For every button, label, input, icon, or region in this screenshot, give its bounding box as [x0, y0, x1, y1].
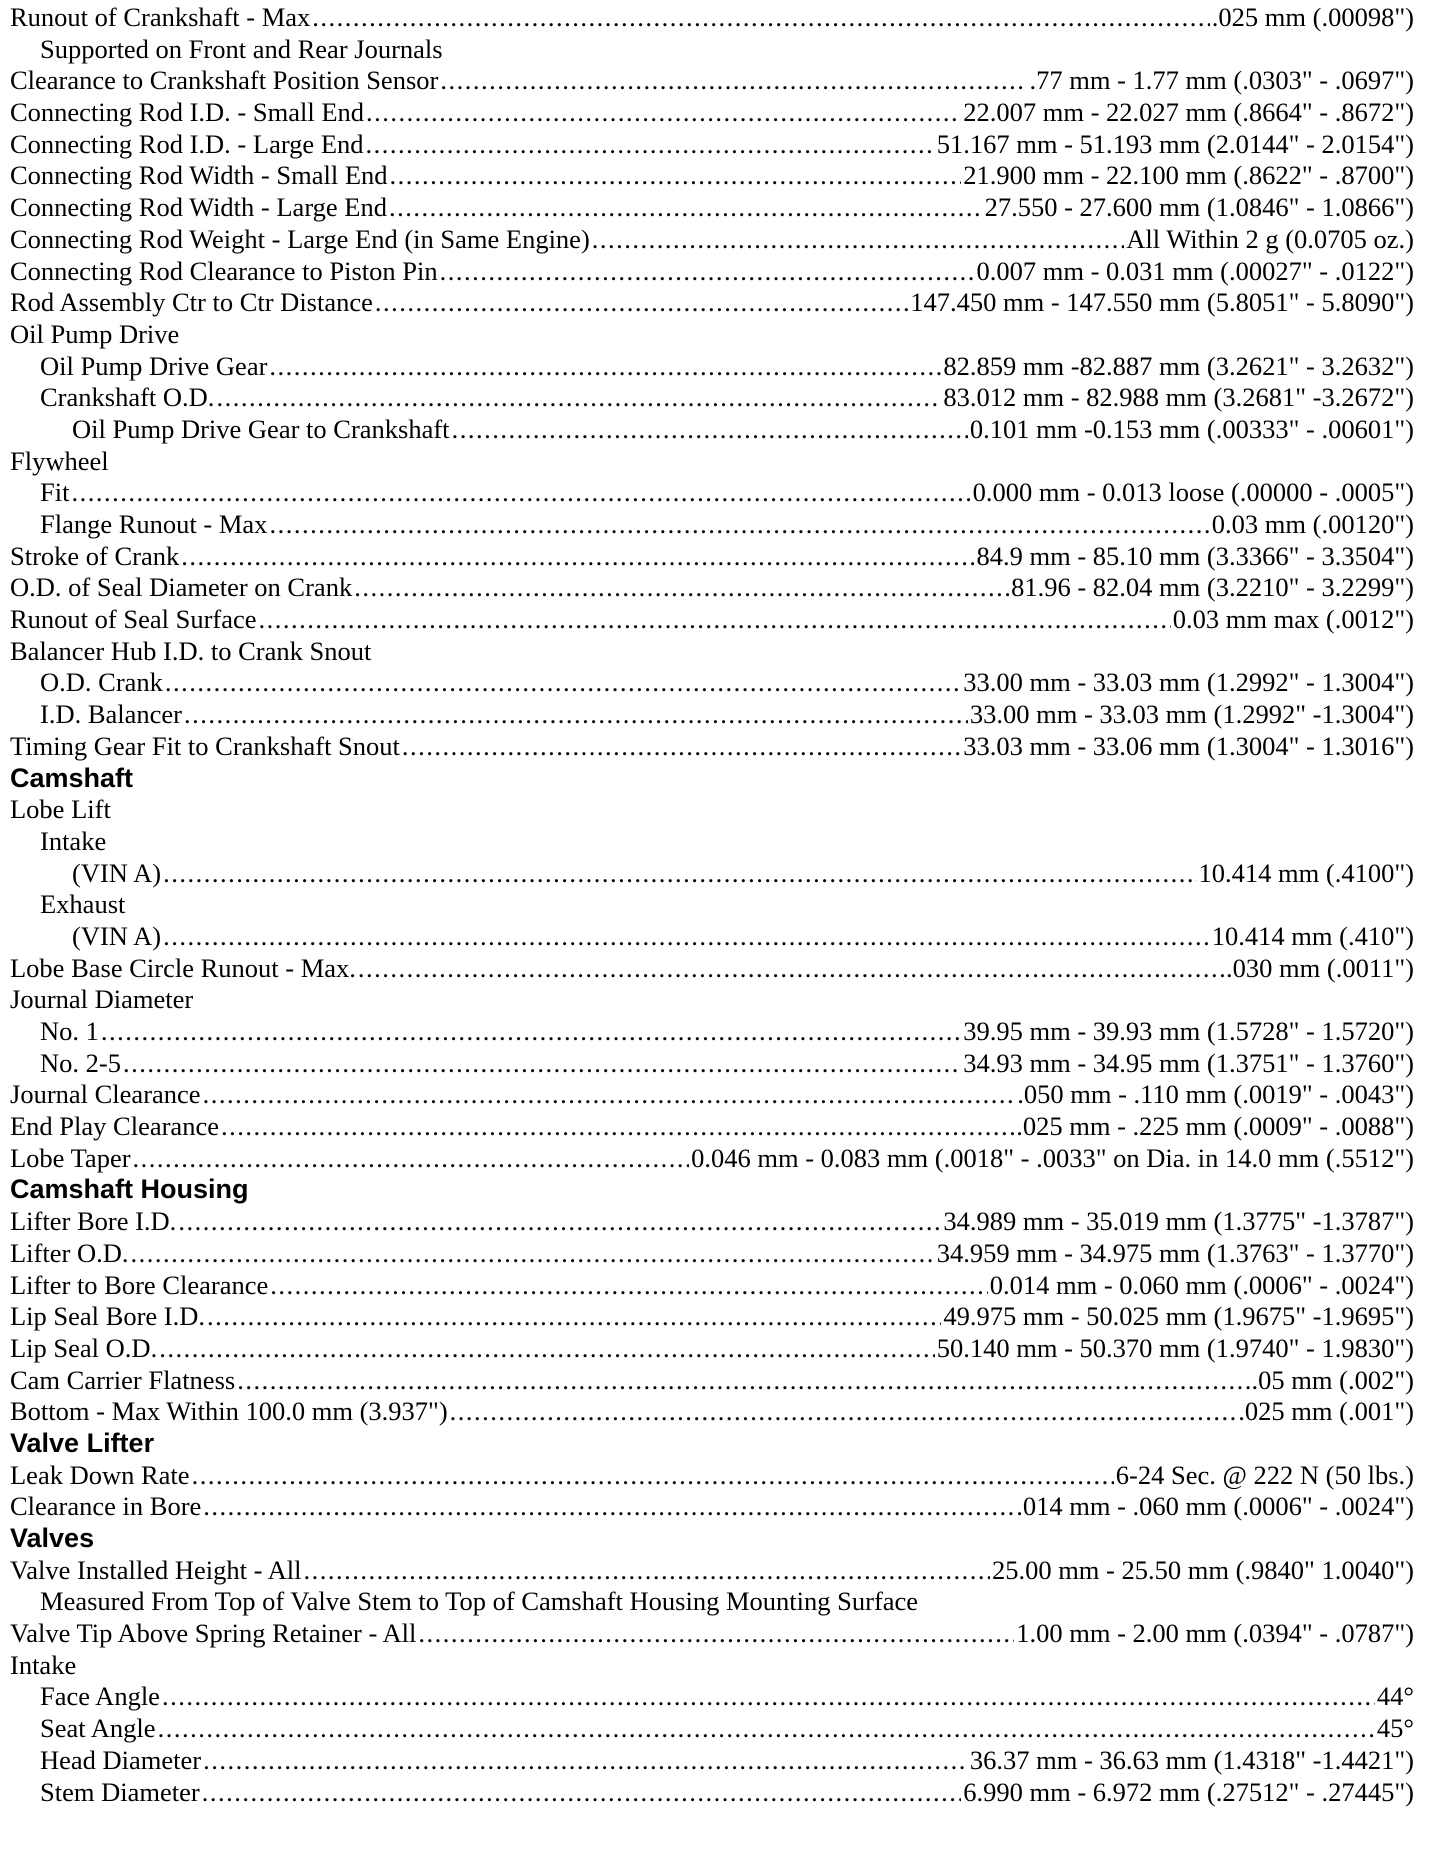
spec-value: 33.00 mm - 33.03 mm (1.2992" -1.3004") — [969, 699, 1414, 730]
spec-row — [10, 65, 1414, 97]
spec-value: 0.101 mm -0.153 mm (.00333" - .00601") — [969, 413, 1414, 444]
dot-leader — [303, 1555, 990, 1587]
dot-leader — [203, 1079, 1016, 1111]
spec-row — [10, 699, 1414, 731]
spec-label: Crankshaft O.D. — [40, 382, 215, 413]
spec-value: 6.990 mm - 6.972 mm (.27512" - .27445") — [963, 1776, 1414, 1807]
dot-leader — [165, 667, 961, 699]
spec-value: .05 mm (.002") — [1251, 1364, 1414, 1395]
spec-label: Fit — [40, 477, 70, 508]
spec-value: 50.140 mm - 50.370 mm (1.9740" - 1.9830") — [936, 1332, 1414, 1363]
spec-label: Clearance to Crankshaft Position Sensor — [10, 65, 439, 96]
spec-label: End Play Clearance — [10, 1111, 219, 1142]
spec-row — [10, 667, 1414, 699]
dot-leader — [178, 1206, 941, 1238]
dot-leader — [133, 1143, 690, 1175]
spec-label: Bottom - Max Within 100.0 mm (3.937") — [10, 1396, 448, 1427]
spec-row — [10, 572, 1414, 604]
spec-group-heading: Balancer Hub I.D. to Crank Snout — [10, 635, 372, 666]
spec-label: Connecting Rod Clearance to Piston Pin — [10, 255, 438, 286]
spec-row — [10, 541, 1414, 573]
spec-group-heading: Oil Pump Drive — [10, 318, 180, 349]
dot-leader — [203, 1745, 968, 1777]
spec-row — [10, 1143, 1414, 1175]
spec-label: Runout of Crankshaft - Max — [10, 2, 311, 32]
spec-label: (VIN A) — [72, 920, 162, 951]
spec-value: 45° — [1376, 1713, 1414, 1744]
dot-leader — [312, 2, 1210, 34]
dot-leader — [354, 572, 1009, 604]
dot-leader — [390, 160, 962, 192]
spec-row — [10, 1206, 1414, 1238]
spec-value: 83.012 mm - 82.988 mm (3.2681" -3.2672") — [943, 382, 1414, 413]
spec-row — [10, 1365, 1414, 1397]
spec-value: 10.414 mm (.410") — [1211, 920, 1414, 951]
spec-label: Connecting Rod Weight - Large End (in Same Engine) — [10, 223, 590, 254]
spec-group-heading: Flywheel — [10, 445, 109, 476]
spec-label: Lobe Base Circle Runout - Max. — [10, 952, 356, 983]
spec-value: 25.00 mm - 25.50 mm (.9840" 1.0040") — [991, 1554, 1414, 1585]
spec-label: Lip Seal O.D. — [10, 1332, 158, 1363]
dot-leader — [366, 129, 935, 161]
spec-label: Stroke of Crank — [10, 540, 180, 571]
dot-leader — [181, 541, 974, 573]
dot-leader — [592, 224, 1125, 256]
spec-label: Connecting Rod I.D. - Small End — [10, 97, 365, 128]
dot-leader — [440, 65, 1027, 97]
spec-value: 6-24 Sec. @ 222 N (50 lbs.) — [1115, 1459, 1414, 1490]
spec-label: Oil Pump Drive Gear to Crankshaft — [72, 413, 450, 444]
spec-note: Supported on Front and Rear Journals — [40, 33, 443, 64]
dot-leader — [358, 953, 1224, 985]
spec-label: Timing Gear Fit to Crankshaft Snout — [10, 730, 400, 761]
spec-row — [10, 256, 1414, 288]
dot-leader — [450, 1396, 1237, 1428]
spec-value: 0.014 mm - 0.060 mm (.0006" - .0024") — [989, 1269, 1414, 1300]
spec-group-heading: Journal Diameter — [10, 984, 194, 1015]
spec-value: 147.450 mm - 147.550 mm (5.8051" - 5.8090") — [910, 287, 1414, 318]
spec-label: Seat Angle — [40, 1713, 156, 1744]
spec-value: 0.03 mm max (.0012") — [1172, 604, 1414, 635]
spec-value: 33.00 mm - 33.03 mm (1.2992" - 1.3004") — [963, 667, 1414, 698]
spec-label: (VIN A) — [72, 857, 162, 888]
spec-value: .025 mm (.00098") — [1211, 2, 1414, 32]
spec-label: Lifter Bore I.D. — [10, 1206, 177, 1237]
spec-row — [10, 1396, 1414, 1428]
dot-leader — [221, 1111, 1014, 1143]
dot-leader — [418, 1618, 1014, 1650]
spec-value: 34.959 mm - 34.975 mm (1.3763" - 1.3770") — [936, 1237, 1414, 1268]
spec-row — [10, 192, 1414, 224]
spec-row — [10, 129, 1414, 161]
spec-group-heading: Intake — [10, 1649, 77, 1680]
spec-value: .025 mm (.001") — [1238, 1396, 1414, 1427]
spec-value: 36.37 mm - 36.63 mm (1.4318" -1.4421") — [969, 1744, 1414, 1775]
spec-label: Leak Down Rate — [10, 1459, 190, 1490]
dot-leader — [237, 1365, 1249, 1397]
spec-value: 0.046 mm - 0.083 mm (.0018" - .0033" on Dia. in 14.0 mm (.5512") — [691, 1142, 1414, 1173]
spec-label: Cam Carrier Flatness — [10, 1364, 236, 1395]
spec-value: 49.975 mm - 50.025 mm (1.9675" -1.9695") — [943, 1301, 1414, 1332]
spec-label: Valve Tip Above Spring Retainer - All — [10, 1618, 417, 1649]
spec-value: 34.989 mm - 35.019 mm (1.3775" -1.3787") — [943, 1206, 1414, 1237]
spec-row — [10, 509, 1414, 541]
spec-label: No. 1 — [40, 1016, 99, 1046]
dot-leader — [162, 1681, 1375, 1713]
spec-row — [10, 1301, 1414, 1333]
spec-label: Valve Installed Height - All — [10, 1554, 302, 1585]
spec-row — [10, 1777, 1414, 1809]
spec-label: Oil Pump Drive Gear — [40, 350, 268, 381]
spec-row — [10, 224, 1414, 256]
spec-value: 39.95 mm - 39.93 mm (1.5728" - 1.5720") — [963, 1016, 1414, 1046]
spec-label: Clearance in Bore — [10, 1491, 202, 1522]
spec-row — [10, 1079, 1414, 1111]
spec-row — [10, 160, 1414, 192]
dot-leader — [389, 192, 983, 224]
dot-leader — [123, 1048, 961, 1080]
spec-row — [10, 414, 1414, 446]
dot-leader — [452, 414, 968, 446]
spec-note: Measured From Top of Valve Stem to Top of Camshaft Housing Mounting Surface — [40, 1586, 919, 1617]
spec-label: Journal Clearance — [10, 1079, 201, 1110]
spec-label: Lip Seal Bore I.D. — [10, 1301, 206, 1332]
dot-leader — [269, 351, 941, 383]
spec-row — [10, 604, 1414, 636]
spec-value: 0.007 mm - 0.031 mm (.00027" - .0122") — [976, 255, 1414, 286]
spec-row — [10, 1016, 1414, 1048]
section-heading: Camshaft Housing — [10, 1174, 249, 1205]
spec-label: I.D. Balancer — [40, 699, 182, 730]
spec-value: 0.03 mm (.00120") — [1211, 509, 1414, 539]
spec-value: 10.414 mm (.4100") — [1198, 857, 1414, 888]
dot-leader — [216, 382, 941, 414]
spec-row — [10, 1555, 1414, 1587]
spec-group-heading: Exhaust — [40, 889, 126, 920]
dot-leader — [158, 1713, 1375, 1745]
spec-value: .030 mm (.0011") — [1226, 952, 1414, 983]
spec-value: .050 mm - .110 mm (.0019" - .0043") — [1017, 1079, 1414, 1110]
spec-row — [10, 731, 1414, 763]
dot-leader — [259, 604, 1171, 636]
dot-leader — [440, 256, 975, 288]
spec-value: 81.96 - 82.04 mm (3.2210" - 3.2299") — [1011, 572, 1414, 603]
dot-leader — [159, 1333, 935, 1365]
spec-value: 27.550 - 27.600 mm (1.0846" - 1.0866") — [984, 192, 1414, 223]
spec-label: Lifter to Bore Clearance — [10, 1269, 269, 1300]
dot-leader — [402, 731, 961, 763]
spec-label: Head Diameter — [40, 1744, 202, 1775]
spec-value: .77 mm - 1.77 mm (.0303" - .0697") — [1029, 65, 1414, 96]
spec-row — [10, 97, 1414, 129]
spec-row — [10, 477, 1414, 509]
spec-label: Lifter O.D. — [10, 1237, 129, 1268]
spec-row — [10, 1618, 1414, 1650]
spec-value: 22.007 mm - 22.027 mm (.8664" - .8672") — [963, 97, 1414, 128]
spec-row — [10, 1491, 1414, 1523]
spec-label: Connecting Rod Width - Large End — [10, 192, 387, 223]
spec-value: 0.000 mm - 0.013 loose (.00000 - .0005") — [972, 477, 1414, 508]
spec-value: 33.03 mm - 33.06 mm (1.3004" - 1.3016") — [963, 730, 1414, 761]
spec-row — [10, 351, 1414, 383]
spec-row — [10, 1270, 1414, 1302]
spec-label: Connecting Rod Width - Small End — [10, 160, 388, 191]
dot-leader — [71, 477, 970, 509]
spec-row — [10, 953, 1414, 985]
spec-row — [10, 1745, 1414, 1777]
spec-label: Rod Assembly Ctr to Ctr Distance — [10, 287, 373, 318]
dot-leader — [163, 858, 1196, 890]
spec-row — [10, 921, 1414, 953]
spec-row — [10, 1460, 1414, 1492]
spec-label: Runout of Seal Surface — [10, 604, 257, 635]
spec-value: 51.167 mm - 51.193 mm (2.0144" - 2.0154") — [936, 128, 1414, 159]
spec-label: Face Angle — [40, 1681, 160, 1712]
spec-group-heading: Lobe Lift — [10, 794, 111, 825]
spec-value: 34.93 mm - 34.95 mm (1.3751" - 1.3760") — [963, 1047, 1414, 1078]
spec-value: All Within 2 g (0.0705 oz.) — [1126, 223, 1414, 254]
section-heading: Valves — [10, 1523, 95, 1553]
dot-leader — [375, 287, 908, 319]
spec-row — [10, 858, 1414, 890]
section-heading: Valve Lifter — [10, 1427, 155, 1458]
spec-value: 21.900 mm - 22.100 mm (.8622" - .8700") — [963, 160, 1414, 191]
dot-leader — [207, 1301, 941, 1333]
spec-group-heading: Intake — [40, 825, 107, 856]
spec-value: 1.00 mm - 2.00 mm (.0394" - .0787") — [1016, 1618, 1414, 1649]
spec-row — [10, 2, 1414, 34]
dot-leader — [366, 97, 961, 129]
spec-row — [10, 1681, 1414, 1713]
spec-label: No. 2-5 — [40, 1047, 121, 1078]
spec-label: O.D. Crank — [40, 667, 163, 698]
spec-row — [10, 287, 1414, 319]
spec-row — [10, 1713, 1414, 1745]
dot-leader — [163, 921, 1210, 953]
spec-label: O.D. of Seal Diameter on Crank — [10, 572, 353, 603]
dot-leader — [202, 1777, 962, 1809]
dot-leader — [130, 1238, 934, 1270]
spec-document — [10, 2, 1414, 1808]
spec-value: .014 mm - .060 mm (.0006" - .0024") — [1016, 1491, 1414, 1522]
spec-label: Stem Diameter — [40, 1776, 200, 1807]
dot-leader — [184, 699, 968, 731]
spec-row — [10, 1111, 1414, 1143]
dot-leader — [270, 1270, 987, 1302]
dot-leader — [203, 1491, 1014, 1523]
spec-label: Connecting Rod I.D. - Large End — [10, 128, 364, 159]
spec-label: Lobe Taper — [10, 1142, 131, 1173]
spec-value: .025 mm - .225 mm (.0009" - .0088") — [1016, 1111, 1414, 1142]
spec-row — [10, 1238, 1414, 1270]
dot-leader — [269, 509, 1209, 541]
dot-leader — [192, 1460, 1114, 1492]
spec-value: 82.859 mm -82.887 mm (3.2621" - 3.2632") — [943, 350, 1414, 381]
spec-row — [10, 1048, 1414, 1080]
dot-leader — [101, 1016, 961, 1048]
spec-value: 84.9 mm - 85.10 mm (3.3366" - 3.3504") — [976, 540, 1414, 571]
spec-label: Flange Runout - Max — [40, 509, 268, 539]
spec-row — [10, 1333, 1414, 1365]
spec-value: 44° — [1376, 1681, 1414, 1712]
section-heading: Camshaft — [10, 762, 134, 793]
spec-row — [10, 382, 1414, 414]
